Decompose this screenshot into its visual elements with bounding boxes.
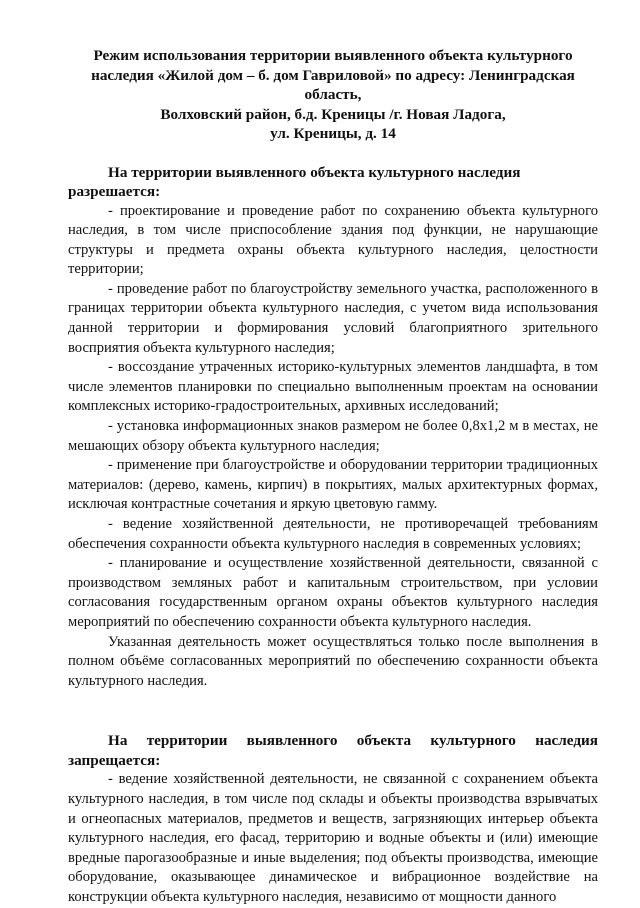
allowed-item: - воссоздание утраченных историко-культурных элементов ландшафта, в том числе элементов планировки по специально выполненным проектам на основании комплексных историко-градостроительных, архивных исследований; <box>68 359 598 415</box>
allowed-item: - установка информационных знаков размером не более 0,8х1,2 м в местах, не мешающих обзору объекта культурного наследия; <box>68 418 598 454</box>
forbidden-heading-word: На <box>108 732 128 750</box>
document-title <box>68 46 598 144</box>
forbidden-heading-word: наследия <box>535 732 598 750</box>
title-line: наследия «Жилой дом – б. дом Гавриловой» по адресу: Ленинградская область, <box>91 66 575 103</box>
forbidden-heading-word: территории <box>146 732 228 750</box>
forbidden-item: - ведение хозяйственной деятельности, не связанной с сохранением объекта культурного наследия, в том числе под склады и объекты производства взрывчатых и огнеопасных материалов, предметов и веществ, загрязняющих интерьер объекта культурного наследия, его фасад, территорию и водные объекты и (или) имеющие вредные парогазообразные и иные выделения; под объекты производства, имеющие оборудование, оказывающее динамическое и вибрационное воздействие на конструкции объекта культурного наследия, независимо от мощности данного <box>68 771 598 905</box>
allowed-item: - проектирование и проведение работ по сохранению объекта культурного наследия, в том числе приспособление здания под функции, не нарушающие структуры и предмета охраны объекта культурного наследия, целостности территории; <box>68 202 598 278</box>
title-line: ул. Креницы, д. 14 <box>270 125 396 142</box>
forbidden-heading-word: объекта <box>356 732 412 750</box>
section-spacer <box>68 691 598 731</box>
forbidden-heading-line2: запрещается: <box>68 751 161 769</box>
title-line: Режим использования территории выявленного объекта культурного <box>93 47 573 64</box>
allowed-heading: На территории выявленного объекта культурного наследия разрешается: <box>68 163 521 200</box>
allowed-item: - применение при благоустройстве и оборудовании территории традиционных материалов: (дерево, камень, кирпич) в покрытиях, малых архитектурных формах, исключая контрастные сочетания и яркую цветовую гамму. <box>68 457 598 513</box>
title-line: Волховский район, б.д. Креницы /г. Новая Ладога, <box>160 105 506 123</box>
forbidden-heading <box>68 731 598 751</box>
allowed-item: - ведение хозяйственной деятельности, не противоречащей требованиям обеспечения сохранности объекта культурного наследия в современных условиях; <box>68 516 598 552</box>
allowed-item: - планирование и осуществление хозяйственной деятельности, связанной с производством земляных работ и капитальным строительством, при условии согласования государственным органом охраны объектов культурного наследия мероприятий по обеспечению сохранности объекта культурного наследия. <box>68 555 598 630</box>
allowed-item: - проведение работ по благоустройству земельного участка, расположенного в границах территории объекта культурного наследия, с учетом вида использования данной территории и формирования условий благоприятного зрительного восприятия объекта культурного наследия; <box>68 280 598 356</box>
forbidden-heading-word: выявленного <box>246 732 338 750</box>
allowed-note: Указанная деятельность может осуществляться только после выполнения в полном объёме согласованных мероприятий по обеспечению сохранности объекта культурного наследия. <box>68 633 598 689</box>
forbidden-heading-word: культурного <box>430 732 516 750</box>
